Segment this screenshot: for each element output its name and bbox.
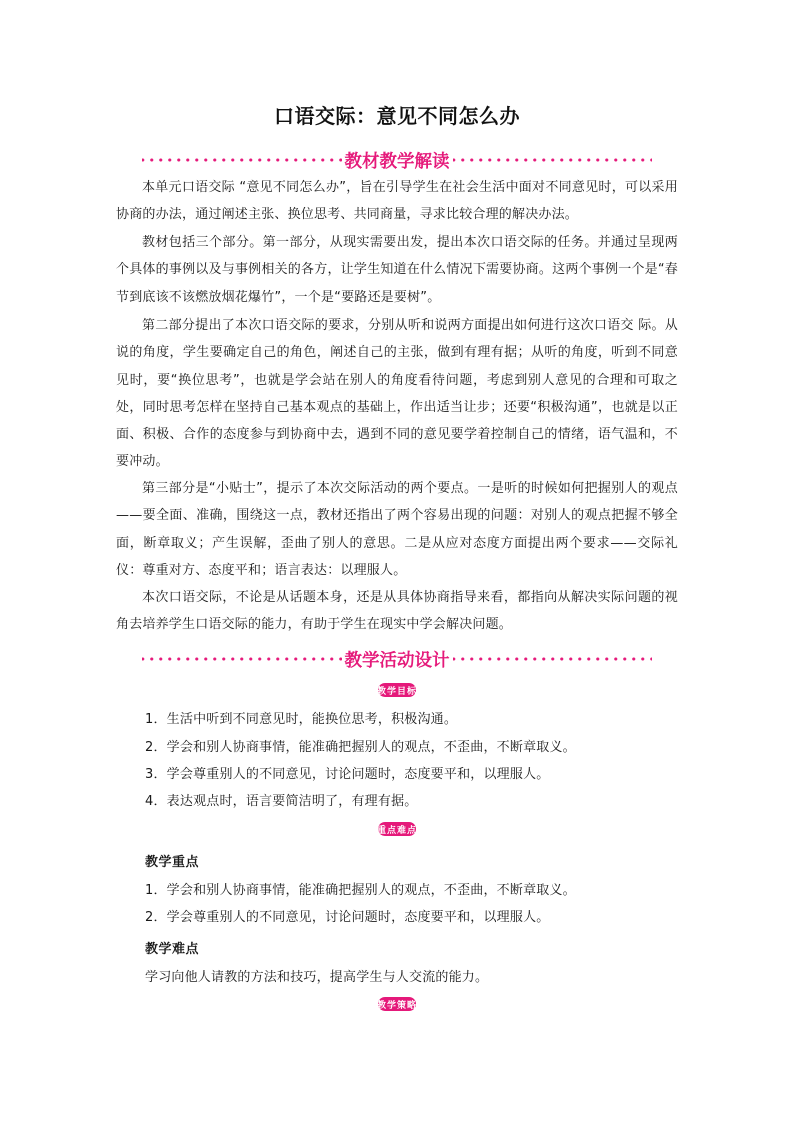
badge-teaching-goals	[378, 683, 416, 697]
paragraph-intro: 本单元口语交际 “意见不同怎么办”，旨在引导学生在社会生活中面对不同意见时，可以采用协商的办法，通过阐述主张、换位思考、共同商量，寻求比较合理的解决办法。	[116, 180, 678, 223]
badge-label: 教学目标	[377, 686, 418, 697]
section-heading: 教学活动设计	[344, 650, 450, 671]
dotted-rule-left	[142, 657, 342, 661]
list-item: 3．学会尊重别人的不同意见，讨论问题时，态度要平和，以理服人。	[145, 767, 550, 782]
subheading-key-points: 教学重点	[145, 855, 200, 870]
dotted-rule-left	[142, 158, 342, 162]
list-item: 4．表达观点时，语言要简洁明了，有理有据。	[145, 794, 418, 809]
subheading-difficult-points: 教学难点	[145, 942, 200, 957]
list-item: 2．学会尊重别人的不同意见，讨论问题时，态度要平和，以理服人。	[145, 910, 550, 925]
dotted-rule-right	[453, 158, 653, 162]
paragraph-structure: 教材包括三个部分。第一部分，从现实需要出发，提出本次口语交际的任务。并通过呈现两个具体的事例以及与事例相关的各方，让学生知道在什么情况下需要协商。这两个事例一个是“春节到底该不该燃放烟花爆竹”，一个是“要路还是要树”。	[116, 235, 678, 305]
list-item: 1．学会和别人协商事情，能准确把握别人的观点，不歪曲，不断章取义。	[145, 883, 576, 898]
list-item: 2．学会和别人协商事情，能准确把握别人的观点，不歪曲，不断章取义。	[145, 740, 576, 755]
list-item: 1．生活中听到不同意见时，能换位思考，积极沟通。	[145, 712, 458, 727]
page-title: 口语交际：意见不同怎么办	[274, 104, 520, 128]
badge-key-difficult	[378, 822, 416, 836]
badge-label: 教学策略	[377, 1000, 418, 1011]
section-header-textbook-analysis	[142, 149, 652, 171]
badge-teaching-strategy	[378, 997, 416, 1011]
paragraph-part-three: 第三部分是“小贴士”，提示了本次交际活动的两个要点。一是听的时候如何把握别人的观点——要全面、准确，围绕这一点，教材还指出了两个容易出现的问题：对别人的观点把握不够全面，断章取义；产生误解，歪曲了别人的意思。二是从应对态度方面提出两个要求——交际礼仪：尊重对方、态度平和；语言表达：以理服人。	[116, 481, 678, 578]
section-heading: 教材教学解读	[344, 151, 450, 172]
paragraph-part-two: 第二部分提出了本次口语交际的要求，分别从听和说两方面提出如何进行这次口语交 际。从说的角度，学生要确定自己的角色，阐述自己的主张，做到有理有据；从听的角度，听到不同意见时，要“换位思考”，也就是学会站在别人的角度看待问题，考虑到别人意见的合理和可取之处，同时思考怎样在坚持自己基本观点的基础上，作出适当让步；还要“积极沟通”，也就是以正面、积极、合作的态度参与到协商中去，遇到不同的意见要学着控制自己的情绪，语气温和，不要冲动。	[116, 318, 678, 470]
badge-label: 重点难点	[377, 825, 418, 836]
section-header-activity-design	[142, 648, 652, 670]
difficult-text: 学习向他人请教的方法和技巧，提高学生与人交流的能力。	[145, 970, 489, 985]
paragraph-summary: 本次口语交际，不论是从话题本身，还是从具体协商指导来看，都指向从解决实际问题的视角去培养学生口语交际的能力，有助于学生在现实中学会解决问题。	[116, 590, 678, 633]
dotted-rule-right	[453, 657, 653, 661]
